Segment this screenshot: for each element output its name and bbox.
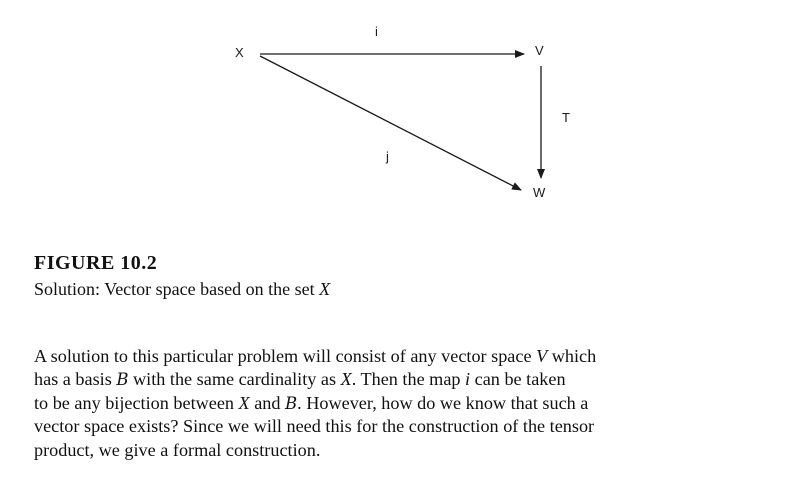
paragraph-line-5: product, we give a formal construction. <box>34 439 321 460</box>
diagram-arrows <box>0 0 800 230</box>
map-label-i: i <box>375 24 378 39</box>
paragraph-line-4: vector space exists? Since we will need this for the construction of the tensor <box>34 416 595 437</box>
text-run: . However, how do we know that such a <box>297 392 589 413</box>
math-i: i <box>465 369 471 390</box>
figure-title: FIGURE 10.2 <box>34 252 158 274</box>
text-run: with the same cardinality as <box>128 369 341 390</box>
text-run: which <box>547 346 597 366</box>
caption-text: Solution: Vector space based on the set <box>34 279 320 299</box>
math-basis-b: B <box>116 370 129 390</box>
text-run: . Then the map <box>351 369 466 390</box>
node-v: V <box>535 43 544 58</box>
node-x: X <box>235 45 244 60</box>
text-run: and <box>249 392 286 413</box>
commutative-diagram <box>0 0 800 230</box>
math-v: V <box>536 346 548 366</box>
math-basis-b: B <box>285 393 298 413</box>
paragraph-line-2 <box>34 368 774 391</box>
arrow-x-to-w <box>260 56 521 190</box>
body-paragraph <box>34 345 774 462</box>
math-x: X <box>238 392 250 413</box>
map-label-j: j <box>386 149 389 164</box>
math-x: X <box>340 369 352 390</box>
map-label-t: T <box>562 110 570 125</box>
text-run: A solution to this particular problem will consist of any vector space <box>34 346 537 366</box>
paragraph-line-3 <box>34 392 774 415</box>
text-run: has a basis <box>34 369 117 390</box>
caption-set-symbol: X <box>319 279 331 299</box>
text-run: can be taken <box>470 369 566 390</box>
node-w: W <box>533 185 546 200</box>
figure-caption <box>34 279 330 300</box>
paragraph-line-1 <box>34 345 774 368</box>
text-run: to be any bijection between <box>34 392 239 413</box>
